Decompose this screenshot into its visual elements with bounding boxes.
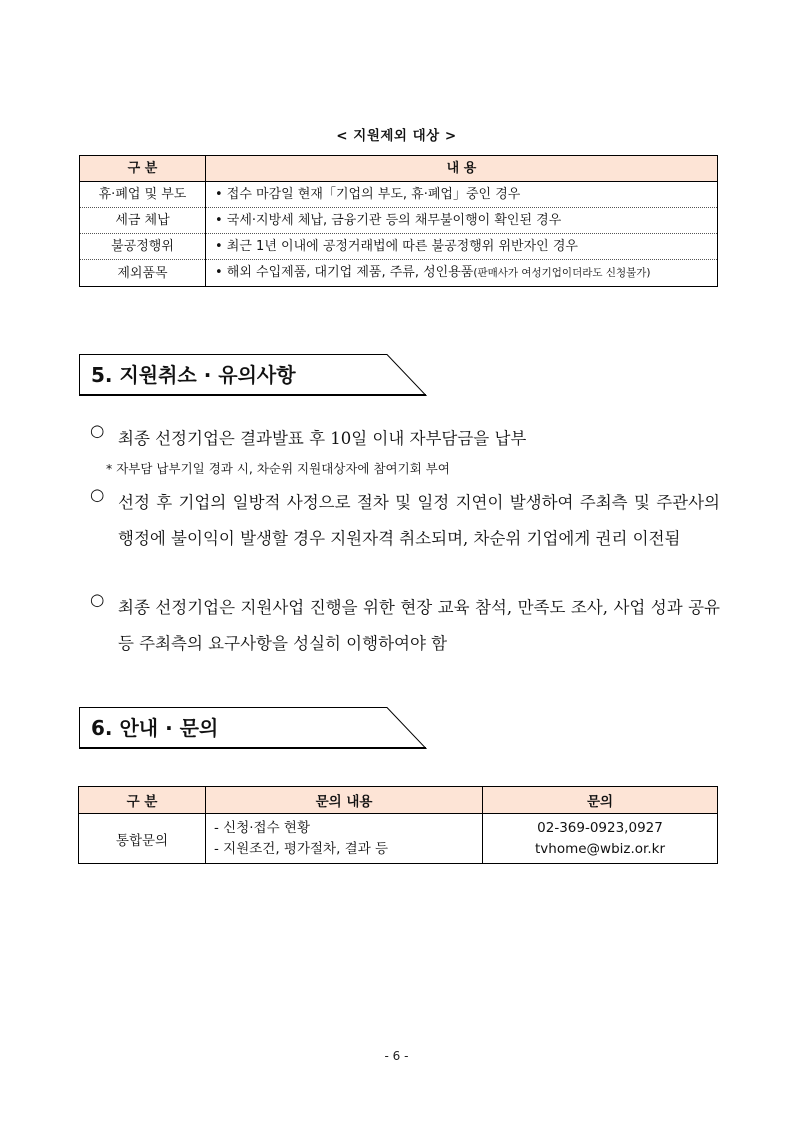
table-row [79, 814, 718, 864]
section6-heading-box [79, 707, 427, 749]
section5-heading-box [79, 354, 427, 396]
exclusion-content: • 접수 마감일 현재「기업의 부도, 휴·폐업」중인 경우 [206, 182, 718, 208]
contact-phone: 02-369-0923,0927 [537, 819, 663, 836]
section5-heading: 5. 지원취소 · 유의사항 [91, 363, 296, 387]
circle-bullet-icon: ○ [90, 590, 105, 609]
exclusion-content-cell [206, 260, 718, 287]
exclusion-header-category: 구 분 [80, 156, 206, 182]
inquiry-content-line: - 지원조건, 평가절차, 결과 등 [214, 840, 389, 857]
paragraph-text: 최종 선정기업은 지원사업 진행을 위한 현장 교육 참석, 만족도 조사, 사업 성과 공유 등 주최측의 요구사항을 성실히 이행하여야 함 [118, 598, 720, 653]
exclusion-category: 세금 체납 [80, 208, 206, 234]
table-row [80, 182, 718, 208]
circle-bullet-icon: ○ [90, 421, 105, 440]
exclusion-title: < 지원제외 대상 > [336, 128, 457, 144]
exclusion-category: 휴·폐업 및 부도 [80, 182, 206, 208]
inquiry-table-header [79, 787, 718, 814]
inquiry-header-category: 구 분 [79, 787, 206, 814]
table-row [80, 208, 718, 234]
contact-email[interactable]: tvhome@wbiz.or.kr [534, 840, 666, 857]
paragraph-text: 최종 선정기업은 결과발표 후 10일 이내 자부담금을 납부 [118, 429, 527, 448]
exclusion-content: • 해외 수입제품, 대기업 제품, 주류, 성인용품 [215, 265, 474, 280]
list-item [90, 421, 720, 457]
table-row [80, 260, 718, 287]
inquiry-header-content: 문의 내용 [206, 787, 483, 814]
exclusion-content: • 국세·지방세 체납, 금융기관 등의 채무불이행이 확인된 경우 [206, 208, 718, 234]
paragraph-text: 선정 후 기업의 일방적 사정으로 절차 및 일정 지연이 발생하여 주최측 및 주관사의 행정에 불이익이 발생할 경우 지원자격 취소되며, 차순위 기업에게 권리 이전됨 [118, 493, 720, 548]
inquiry-content-line: - 신청·접수 현황 [214, 819, 310, 836]
inquiry-header-contact: 문의 [483, 787, 718, 814]
inquiry-content [206, 814, 483, 864]
inquiry-contact [483, 814, 718, 864]
exclusion-table [79, 155, 718, 287]
inquiry-table [78, 786, 718, 864]
exclusion-table-header [80, 156, 718, 182]
list-item [90, 590, 720, 662]
payment-note: * 자부담 납부기일 경과 시, 차순위 지원대상자에 참여기회 부여 [106, 461, 450, 476]
exclusion-category: 제외품목 [80, 260, 206, 287]
exclusion-category: 불공정행위 [80, 234, 206, 260]
circle-bullet-icon: ○ [90, 485, 105, 504]
table-row [80, 234, 718, 260]
exclusion-content: • 최근 1년 이내에 공정거래법에 따른 불공정행위 위반자인 경우 [206, 234, 718, 260]
exclusion-header-content: 내 용 [206, 156, 718, 182]
inquiry-category: 통합문의 [79, 814, 206, 864]
exclusion-note: (판매사가 여성기업이더라도 신청불가) [473, 267, 651, 279]
page-number: - 6 - [384, 1049, 409, 1063]
list-item [90, 485, 720, 557]
section6-heading: 6. 안내 · 문의 [91, 716, 219, 740]
